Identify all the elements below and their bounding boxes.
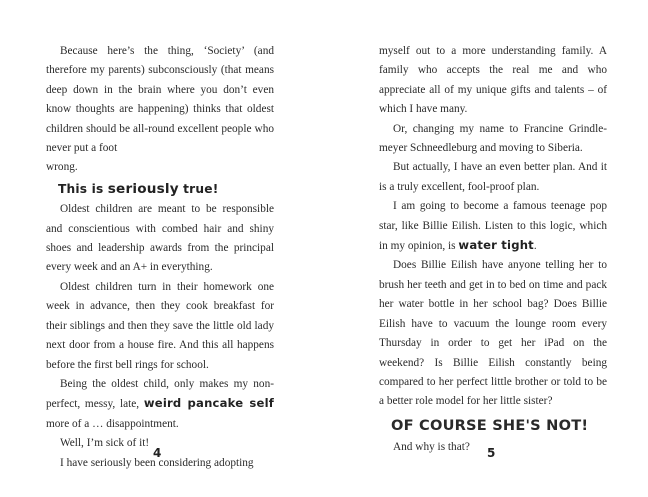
paragraph: And why is that?	[393, 440, 470, 453]
heading-text: true!	[183, 181, 219, 196]
paragraph: myself out to a more understanding family. A family who accepts the real me and who appreciate all of my unique gifts and talents – of which I have many.	[379, 45, 607, 116]
paragraph: I have seriously been considering adopting	[60, 456, 254, 469]
emphasis-text: water tight	[458, 238, 534, 253]
section-heading: OF COURSE SHE'S NOT!	[391, 416, 589, 434]
paragraph: Oldest children turn in their homework one week in advance, then they cook breakfast for their siblings and then they save the little old lady next door from a house fire. And this all happens before the first bell rings for school.	[46, 280, 274, 371]
paragraph: Well, I’m sick of it!	[60, 437, 150, 450]
heading-text: This is	[58, 181, 104, 196]
paragraph: But actually, I have an even better plan. And it is a truly excellent, fool-proof plan.	[379, 161, 607, 193]
paragraph	[379, 197, 607, 256]
paragraph: Does Billie Eilish have anyone telling her to brush her teeth and get in to bed on time and pack her water bottle in her school bag? Does Billie Eilish have to vacuum the lounge room every Thursday in order to get her iPad on the weekend? Is Billie Eilish constantly being compared to her perfect little brother or told to be a better role model for her little sister?	[379, 259, 607, 408]
section-heading	[58, 180, 274, 199]
page-number-left: 4	[153, 446, 162, 460]
paragraph: Or, changing my name to Francine Grindle-meyer Schneedleburg and moving to Siberia.	[379, 122, 607, 155]
paragraph: Oldest children are meant to be responsible and conscientious with combed hair and shiny shoes and leadership awards from the principal every week and an A+ in everything.	[46, 203, 274, 274]
page-number-right: 5	[487, 446, 496, 460]
paragraph-text: Being the oldest child, only makes my non-perfect, messy, late,	[46, 377, 274, 411]
emphasis-text: weird pancake self	[143, 396, 275, 411]
paragraph-text: .	[533, 240, 537, 253]
paragraph	[46, 375, 274, 434]
right-page	[379, 42, 607, 457]
paragraph-text: more of a … disappointment.	[46, 417, 179, 430]
paragraph-text: I am going to become a famous teenage pop star, like Billie Eilish. Listen to this logic, which in my opinion, is	[379, 200, 607, 253]
left-page	[46, 42, 274, 473]
paragraph: Because here’s the thing, ‘Society’ (and therefore my parents) subconsciously (that means deep down in the brain where you don’t even know thoughts are happening) thinks that oldest children should be all-round excellent people who never put a foot wrong.	[46, 45, 274, 174]
heading-emphasis: seriously	[107, 180, 179, 197]
